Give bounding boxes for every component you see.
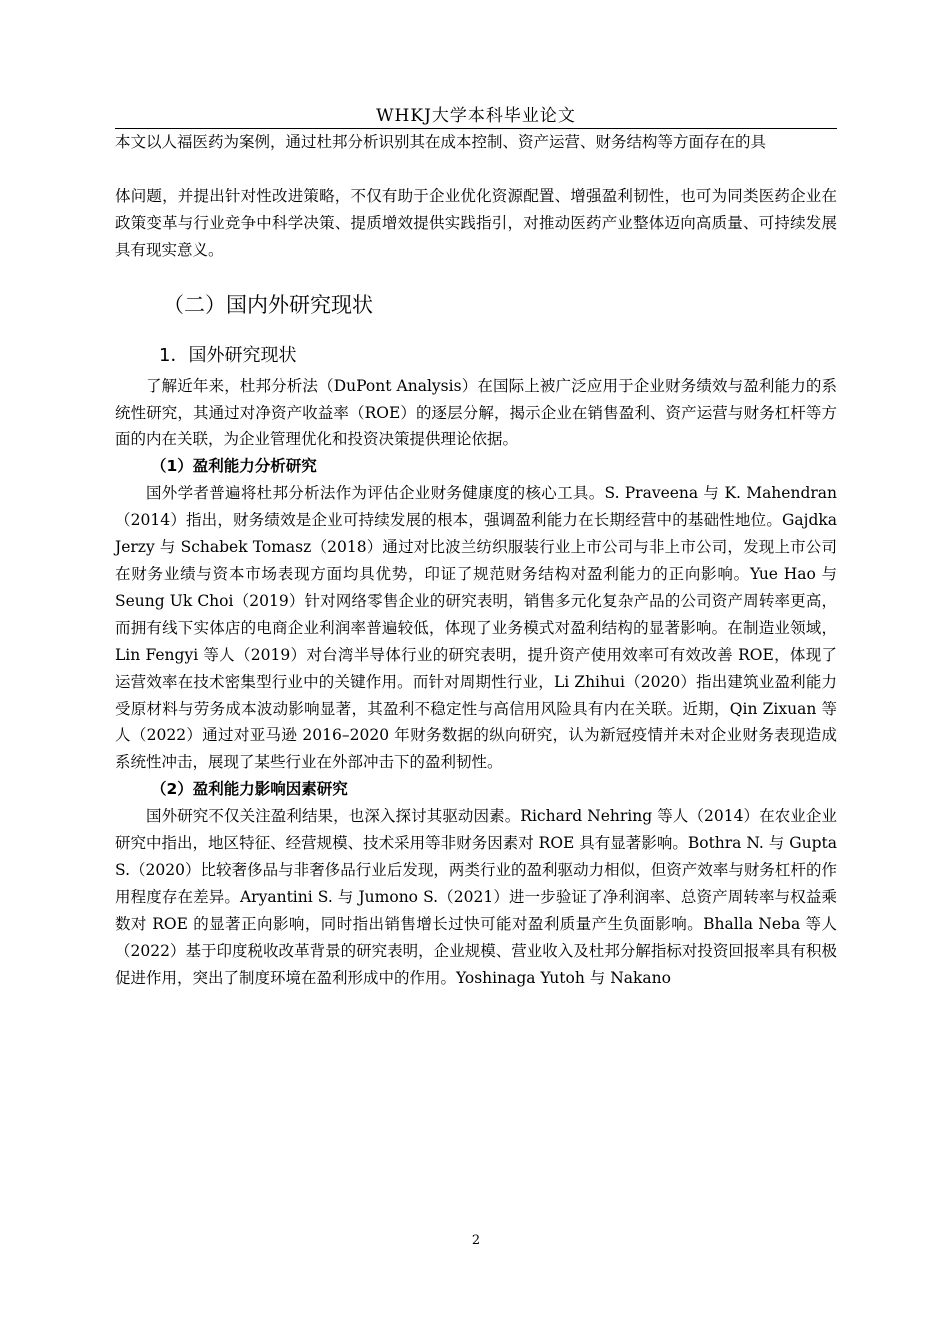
paragraph-intro: 本文以人福医药为案例，通过杜邦分析识别其在成本控制、资产运营、财务结构等方面存在的具 xyxy=(115,133,767,151)
paragraph-continue: 体问题，并提出针对性改进策略，不仅有助于企业优化资源配置、增强盈利韧性，也可为同类医药企业在政策变革与行业竞争中科学决策、提质增效提供实践指引，对推动医药产业整体迈向高质量、可持续发展具有现实意义。 xyxy=(115,186,837,259)
section-title: （二）国内外研究现状 xyxy=(163,292,373,317)
paragraph-profit-analysis: 国外学者普遍将杜邦分析法作为评估企业财务健康度的核心工具。S. Praveena 与 K. Mahendran（2014）指出，财务绩效是企业可持续发展的根本，强调盈利能力在长期经营中的基础性地位。Gajdka Jerzy 与 Schabek Tomasz（2018）通过对比波兰纺织服装行业上市公司与非上市公司，发现上市公司在财务业绩与资本市场表现方面均具优势，印证了规范财务结构对盈利能力的正向影响。Yue Hao 与 Seung Uk Choi（2019）针对网络零售企业的研究表明，销售多元化复杂产品的公司资产周转率更高，而拥有线下实体店的电商企业利润率普遍较低，体现了业务模式对盈利结构的显著影响。在制造业领域，Lin Fengyi 等人（2019）对台湾半导体行业的研究表明，提升资产使用效率可有效改善 ROE，体现了运营效率在技术密集型行业中的关键作用。而针对周期性行业，Li Zhihui（2020）指出建筑业盈利能力受原材料与劳务成本波动影响显著，其盈利不稳定性与高信用风险具有内在关联。近期，Qin Zixuan 等人（2022）通过对亚马逊 2016–2020 年财务数据的纵向研究，认为新冠疫情并未对企业财务表现造成系统性冲击，展现了某些行业在外部冲击下的盈利韧性。 xyxy=(115,484,837,772)
heading-profit-analysis: （1）盈利能力分析研究 xyxy=(151,457,317,476)
paragraph-gap xyxy=(115,156,837,183)
heading-profit-factors: （2）盈利能力影响因素研究 xyxy=(151,780,348,799)
paragraph-profit-factors: 国外研究不仅关注盈利结果，也深入探讨其驱动因素。Richard Nehring 等人（2014）在农业企业研究中指出，地区特征、经营规模、技术采用等非财务因素对 ROE 具有显著影响。Bothra N. 与 Gupta S.（2020）比较奢侈品与非奢侈品行业后发现，两类行业的盈利驱动力相似，但资产效率与财务杠杆的作用程度存在差异。Aryantini S. 与 Jumono S.（2021）进一步验证了净利润率、总资产周转率与权益乘数对 ROE 的显著正向影响，同时指出销售增长过快可能对盈利质量产生负面影响。Bhalla Neba 等人（2022）基于印度税收改革背景的研究表明，企业规模、营业收入及杜邦分解指标对投资回报率具有积极促进作用，突出了制度环境在盈利形成中的作用。Yoshinaga Yutoh 与 Nakano xyxy=(115,807,837,987)
section-gap xyxy=(115,264,837,290)
subsection-title: 1．国外研究现状 xyxy=(159,344,297,366)
page-body xyxy=(115,129,837,991)
page-number: 2 xyxy=(471,1233,481,1248)
subsection-gap xyxy=(115,320,837,342)
paragraph-overview: 了解近年来，杜邦分析法（DuPont Analysis）在国际上被广泛应用于企业财务绩效与盈利能力的系统性研究，其通过对净资产收益率（ROE）的逐层分解，揭示企业在销售盈利、资产运营与财务杠杆等方面的内在关联，为企业管理优化和投资决策提供理论依据。 xyxy=(115,376,837,449)
page-header-title: WHKJ大学本科毕业论文 xyxy=(376,106,576,126)
